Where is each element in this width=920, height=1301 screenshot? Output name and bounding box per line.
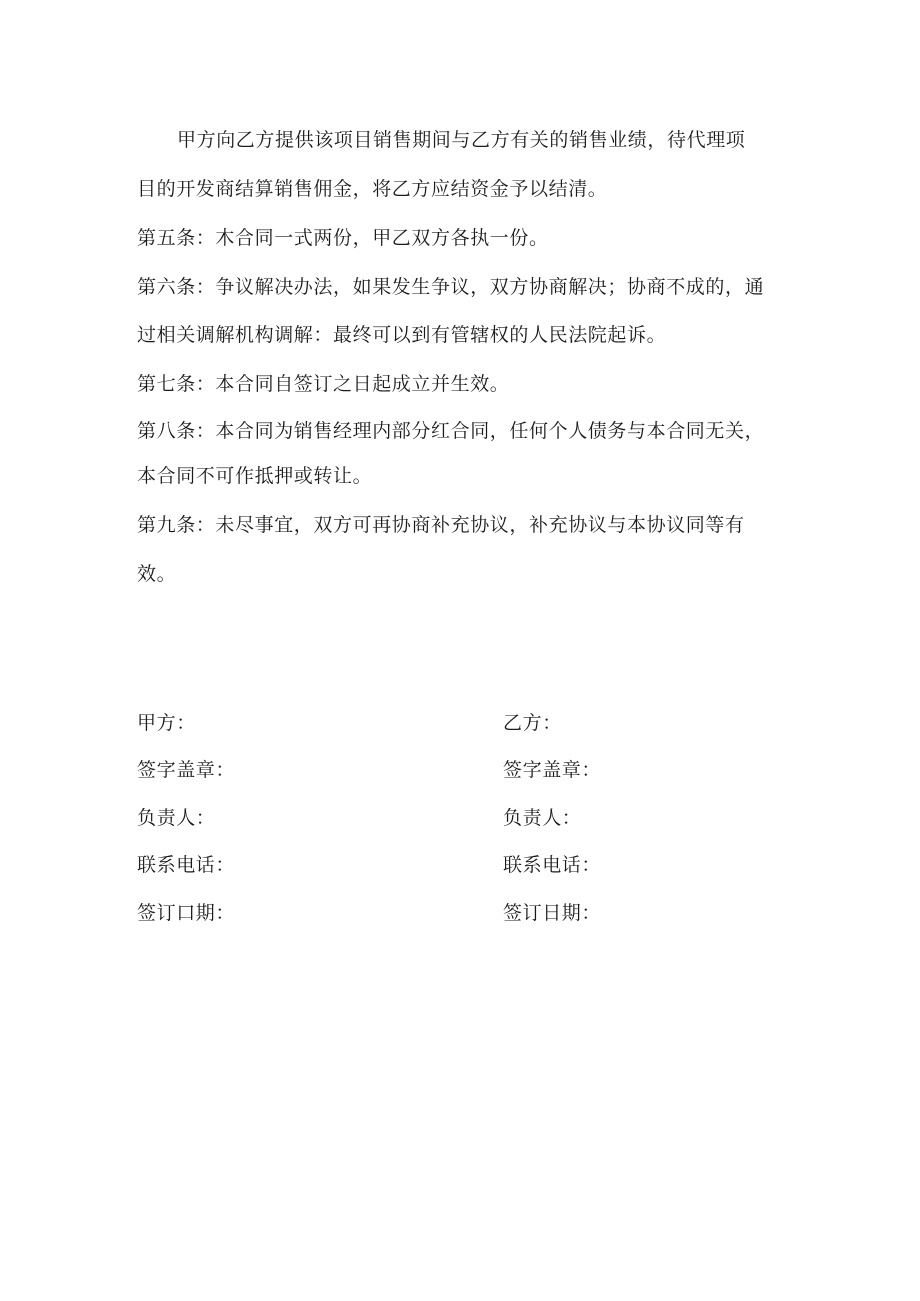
party-b-date-label: 签订日期： (503, 902, 602, 924)
paragraph-line-2: 目的开发商结算销售佣金，将乙方应结资金予以结清。 (137, 178, 608, 200)
party-a-person-label: 负责人： (137, 807, 216, 829)
clause-6-line-2: 过相关调解机构调解：最终可以到有管辖权的人民法院起诉。 (137, 324, 667, 346)
party-b-person-label: 负责人： (503, 807, 582, 829)
party-a-seal-label: 签字盖章： (137, 759, 236, 781)
clause-8-line-2: 本合同不可作抵押或转让。 (137, 465, 373, 487)
clause-7: 第七条：本合同自签订之日起成立并生效。 (137, 373, 510, 395)
party-b-seal-label: 签字盖章： (503, 759, 602, 781)
clause-9-line-1: 第九条：未尽事宜，双方可再协商补充协议，补充协议与本协议同等有 (137, 514, 745, 536)
party-a-phone-label: 联系电话： (137, 854, 236, 876)
party-b-label: 乙方： (503, 712, 562, 734)
clause-9-line-2: 效。 (137, 563, 177, 585)
party-a-label: 甲方： (137, 712, 196, 734)
party-b-phone-label: 联系电话： (503, 854, 602, 876)
clause-5: 第五条：木合同一式两份，甲乙双方各执一份。 (137, 227, 549, 249)
clause-8-line-1: 第八条：本合同为销售经理内部分红合同，任何个人债务与本合同无关， (137, 420, 765, 442)
paragraph-line-1: 甲方向乙方提供该项目销售期间与乙方有关的销售业绩，待代理项 (177, 129, 746, 151)
party-a-date-label: 签订口期： (137, 902, 236, 924)
clause-6-line-1: 第六条：争议解决办法，如果发生争议，双方协商解决；协商不成的，通 (137, 276, 765, 298)
